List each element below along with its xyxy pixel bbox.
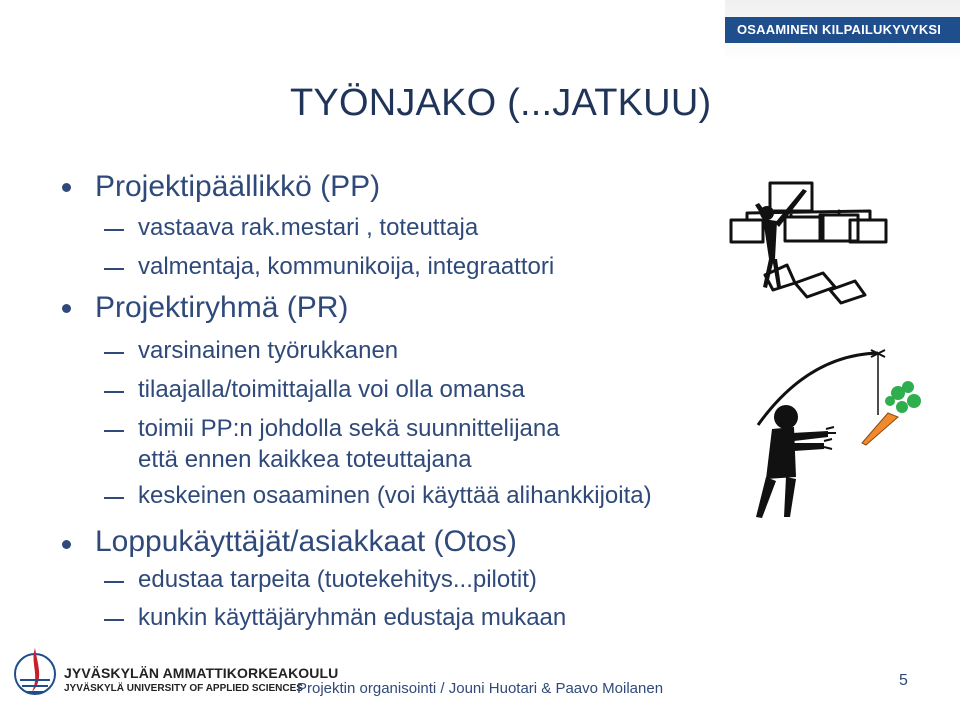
jamk-logo-icon bbox=[10, 644, 60, 714]
bullet-dot bbox=[62, 183, 71, 192]
bullet-item: Projektipäällikkö (PP) bbox=[95, 170, 381, 203]
bullet-item: Loppukäyttäjät/asiakkaat (Otos) bbox=[95, 525, 517, 558]
org-chart-figure-illustration bbox=[725, 175, 895, 315]
sub-bullet-item: varsinainen työrukkanen bbox=[138, 337, 399, 364]
sub-bullet-item: vastaava rak.mestari , toteuttaja bbox=[138, 214, 479, 241]
org-name: JYVÄSKYLÄN AMMATTIKORKEAKOULU bbox=[64, 665, 339, 681]
sub-bullet-dash bbox=[104, 619, 124, 621]
carrot-chase-illustration bbox=[738, 345, 928, 520]
sub-bullet-item: valmentaja, kommunikoija, integraattori bbox=[138, 253, 555, 280]
sub-bullet-dash bbox=[104, 581, 124, 583]
sub-bullet-dash bbox=[104, 229, 124, 231]
sub-bullet-dash bbox=[104, 497, 124, 499]
sub-bullet-item: edustaa tarpeita (tuotekehitys...pilotit) bbox=[138, 566, 537, 593]
sub-bullet-item: keskeinen osaaminen (voi käyttää alihankkijoita) bbox=[138, 482, 652, 509]
sub-bullet-item: toimii PP:n johdolla sekä suunnittelijana bbox=[138, 415, 560, 442]
sub-bullet-dash bbox=[104, 268, 124, 270]
bullet-dot bbox=[62, 304, 71, 313]
sub-bullet-item: kunkin käyttäjäryhmän edustaja mukaan bbox=[138, 604, 567, 631]
sub-bullet-dash bbox=[104, 391, 124, 393]
sub-bullet-dash bbox=[104, 430, 124, 432]
footer-caption: Projektin organisointi / Jouni Huotari & Paavo Moilanen bbox=[297, 680, 664, 697]
sub-bullet-item: tilaajalla/toimittajalla voi olla omansa bbox=[138, 376, 525, 403]
sub-bullet-item: että ennen kaikkea toteuttajana bbox=[138, 446, 472, 473]
slide-title: TYÖNJAKO (...JATKUU) bbox=[290, 82, 712, 124]
brand-banner bbox=[725, 0, 960, 62]
page-number: 5 bbox=[899, 672, 908, 689]
bullet-item: Projektiryhmä (PR) bbox=[95, 291, 349, 324]
org-name-english: JYVÄSKYLÄ UNIVERSITY OF APPLIED SCIENCES bbox=[64, 683, 303, 694]
sub-bullet-dash bbox=[104, 352, 124, 354]
banner-text: OSAAMINEN KILPAILUKYVYKSI bbox=[737, 22, 942, 37]
bullet-dot bbox=[62, 540, 71, 549]
